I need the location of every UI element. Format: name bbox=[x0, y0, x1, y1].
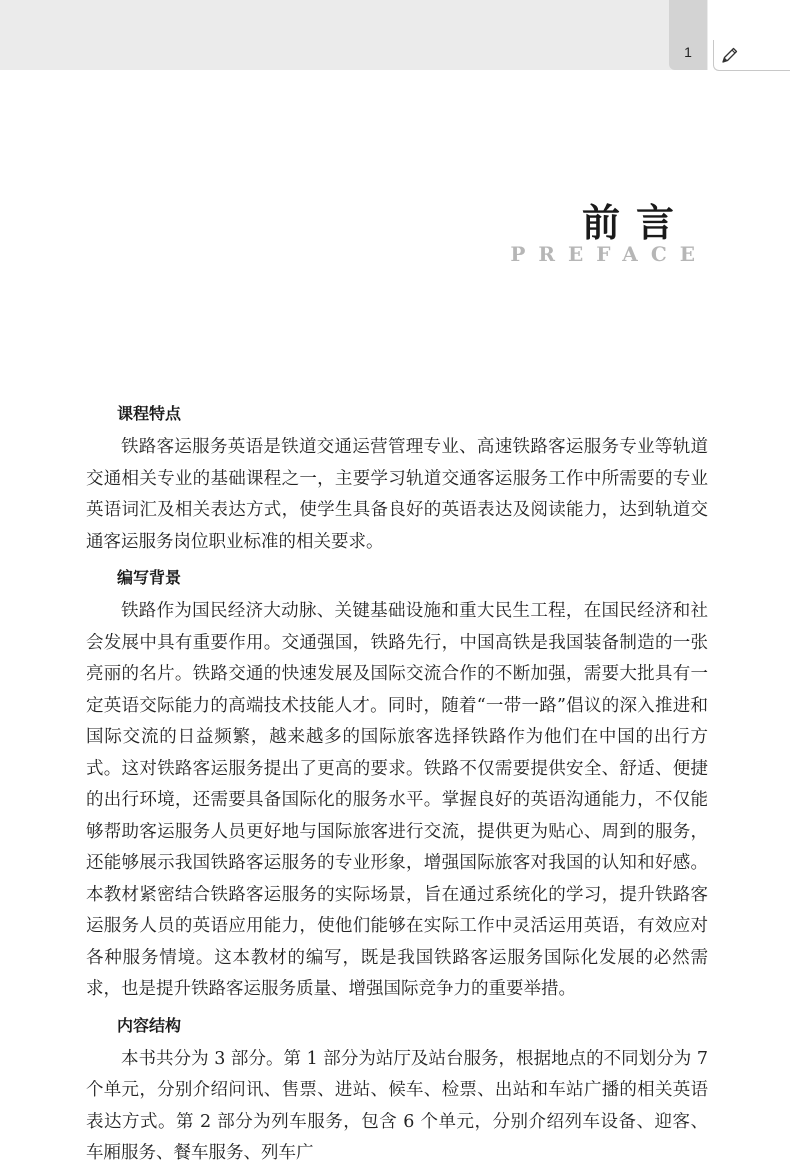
section-background bbox=[86, 562, 708, 1006]
pencil-icon bbox=[720, 45, 740, 65]
section-heading: 课程特点 bbox=[117, 404, 182, 423]
page-header-band bbox=[0, 0, 708, 70]
section-paragraph: 铁路作为国民经济大动脉、关键基础设施和重大民生工程，在国民经济和社会发展中具有重要作用。交通强国，铁路先行，中国高铁是我国装备制造的一张亮丽的名片。铁路交通的快速发展及国际交流合作的不断加强，需要大批具有一定英语交际能力的高端技术技能人才。同时，随着“一带一路”倡议的深入推进和国际交流的日益频繁，越来越多的国际旅客选择铁路作为他们在中国的出行方式。这对铁路客运服务提出了更高的要求。铁路不仅需要提供安全、舒适、便捷的出行环境，还需要具备国际化的服务水平。掌握良好的英语沟通能力，不仅能够帮助客运服务人员更好地与国际旅客进行交流，提供更为贴心、周到的服务，还能够展示我国铁路客运服务的专业形象，增强国际旅客对我国的认知和好感。本教材紧密结合铁路客运服务的实际场景，旨在通过系统化的学习，提升铁路客运服务人员的英语应用能力，使他们能够在实际工作中灵活运用英语，有效应对各种服务情境。这本教材的编写，既是我国铁路客运服务国际化发展的必然需求，也是提升铁路客运服务质量、增强国际竞争力的重要举措。 bbox=[86, 601, 708, 999]
note-tab bbox=[713, 40, 790, 71]
page-subtitle: PREFACE bbox=[510, 242, 708, 266]
section-heading: 编写背景 bbox=[117, 568, 182, 587]
page-title: 前言 bbox=[581, 200, 690, 245]
section-paragraph: 铁路客运服务英语是铁道交通运营管理专业、高速铁路客运服务专业等轨道交通相关专业的基础课程之一，主要学习轨道交通客运服务工作中所需要的专业英语词汇及相关表达方式，使学生具备良好的英语表达及阅读能力，达到轨道交通客运服务岗位职业标准的相关要求。 bbox=[86, 437, 708, 552]
section-course-features bbox=[86, 398, 708, 558]
section-heading: 内容结构 bbox=[117, 1015, 182, 1035]
section-content-structure bbox=[86, 1010, 708, 1170]
section-paragraph: 本书共分为 3 部分。第 1 部分为站厅及站台服务，根据地点的不同划分为 7 个单元，分别介绍问讯、售票、进站、候车、检票、出站和车站广播的相关英语表达方式。第 2 部分为列车服务，包含 6 个单元，分别介绍列车设备、迎客、车厢服务、餐车服务、列车广 bbox=[86, 1048, 708, 1163]
page-number: 1 bbox=[684, 44, 692, 60]
preface-body bbox=[86, 398, 708, 1174]
